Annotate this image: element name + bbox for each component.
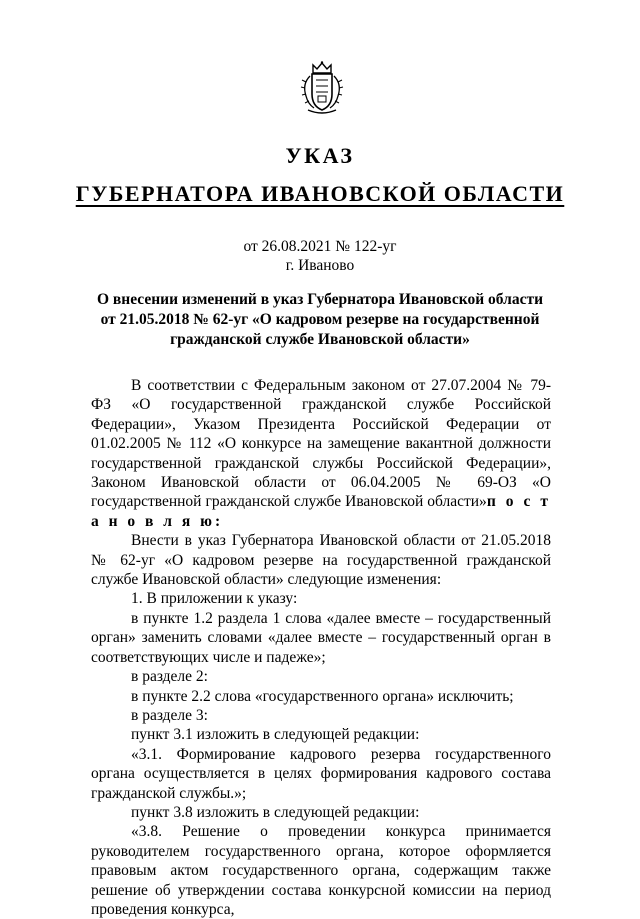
preamble-paragraph [91, 376, 551, 531]
body-paragraph: в разделе 2: [131, 668, 208, 686]
preamble-text: В соответствии с Федеральным законом от 27.07.2004 № 79-ФЗ «О государственной гражданской службе Российской Федерации», Указом Президента Российской Федерации от 01.02.2005 № 112 «О конкурсе на замещение вакантной должности государственной гражданской службы Российской Федерации», Законом Ивановской области от 06.04.2005 № 69-ОЗ «О государственной гражданской службе Ивановской области» [91, 377, 551, 511]
subject-line-3: гражданской службе Ивановской области» [170, 331, 470, 348]
document-title: УКАЗ [285, 143, 355, 168]
ivanovo-coat-of-arms-icon [298, 60, 346, 116]
body-paragraph: 1. В приложении к указу: [131, 590, 298, 608]
document-issuer-text: ГУБЕРНАТОРА ИВАНОВСКОЙ ОБЛАСТИ [75, 181, 565, 206]
document-place: г. Иваново [285, 257, 355, 274]
body-paragraph: «3.8. Решение о проведении конкурса принимается руководителем государственного органа, которое оформляется правовым актом государственного органа, содержащим также решение об утверждении состава конкурсной комиссии на период проведения конкурса, [91, 823, 551, 918]
document-body [91, 376, 551, 919]
document-date-number: от 26.08.2021 № 122-уг [243, 238, 397, 255]
body-paragraph: «3.1. Формирование кадрового резерва государственного органа осуществляется в целях формирования кадрового состава гражданской службы.»; [91, 745, 551, 802]
subject-line-2: от 21.05.2018 № 62-уг «О кадровом резерве на государственной [100, 311, 540, 328]
subject-line-1: О внесении изменений в указ Губернатора Ивановской области [96, 291, 544, 308]
body-paragraph: Внести в указ Губернатора Ивановской области от 21.05.2018 № 62-уг «О кадровом резерве на государственной гражданской службе Ивановской области» следующие изменения: [91, 532, 551, 589]
body-paragraph: в пункте 1.2 раздела 1 слова «далее вместе – государственный орган» заменить словами «далее вместе – государственный орган в соответствующих числе и падеже»; [91, 609, 551, 666]
decree-word: п о с т а н о в л я ю: [91, 493, 551, 530]
body-paragraph: в разделе 3: [131, 706, 208, 724]
body-paragraph: в пункте 2.2 слова «государственного органа» исключить; [131, 687, 514, 705]
body-paragraph: пункт 3.1 изложить в следующей редакции: [131, 726, 420, 744]
body-paragraph: пункт 3.8 изложить в следующей редакции: [131, 803, 420, 821]
document-subject [92, 290, 548, 350]
document-issuer [0, 181, 640, 207]
